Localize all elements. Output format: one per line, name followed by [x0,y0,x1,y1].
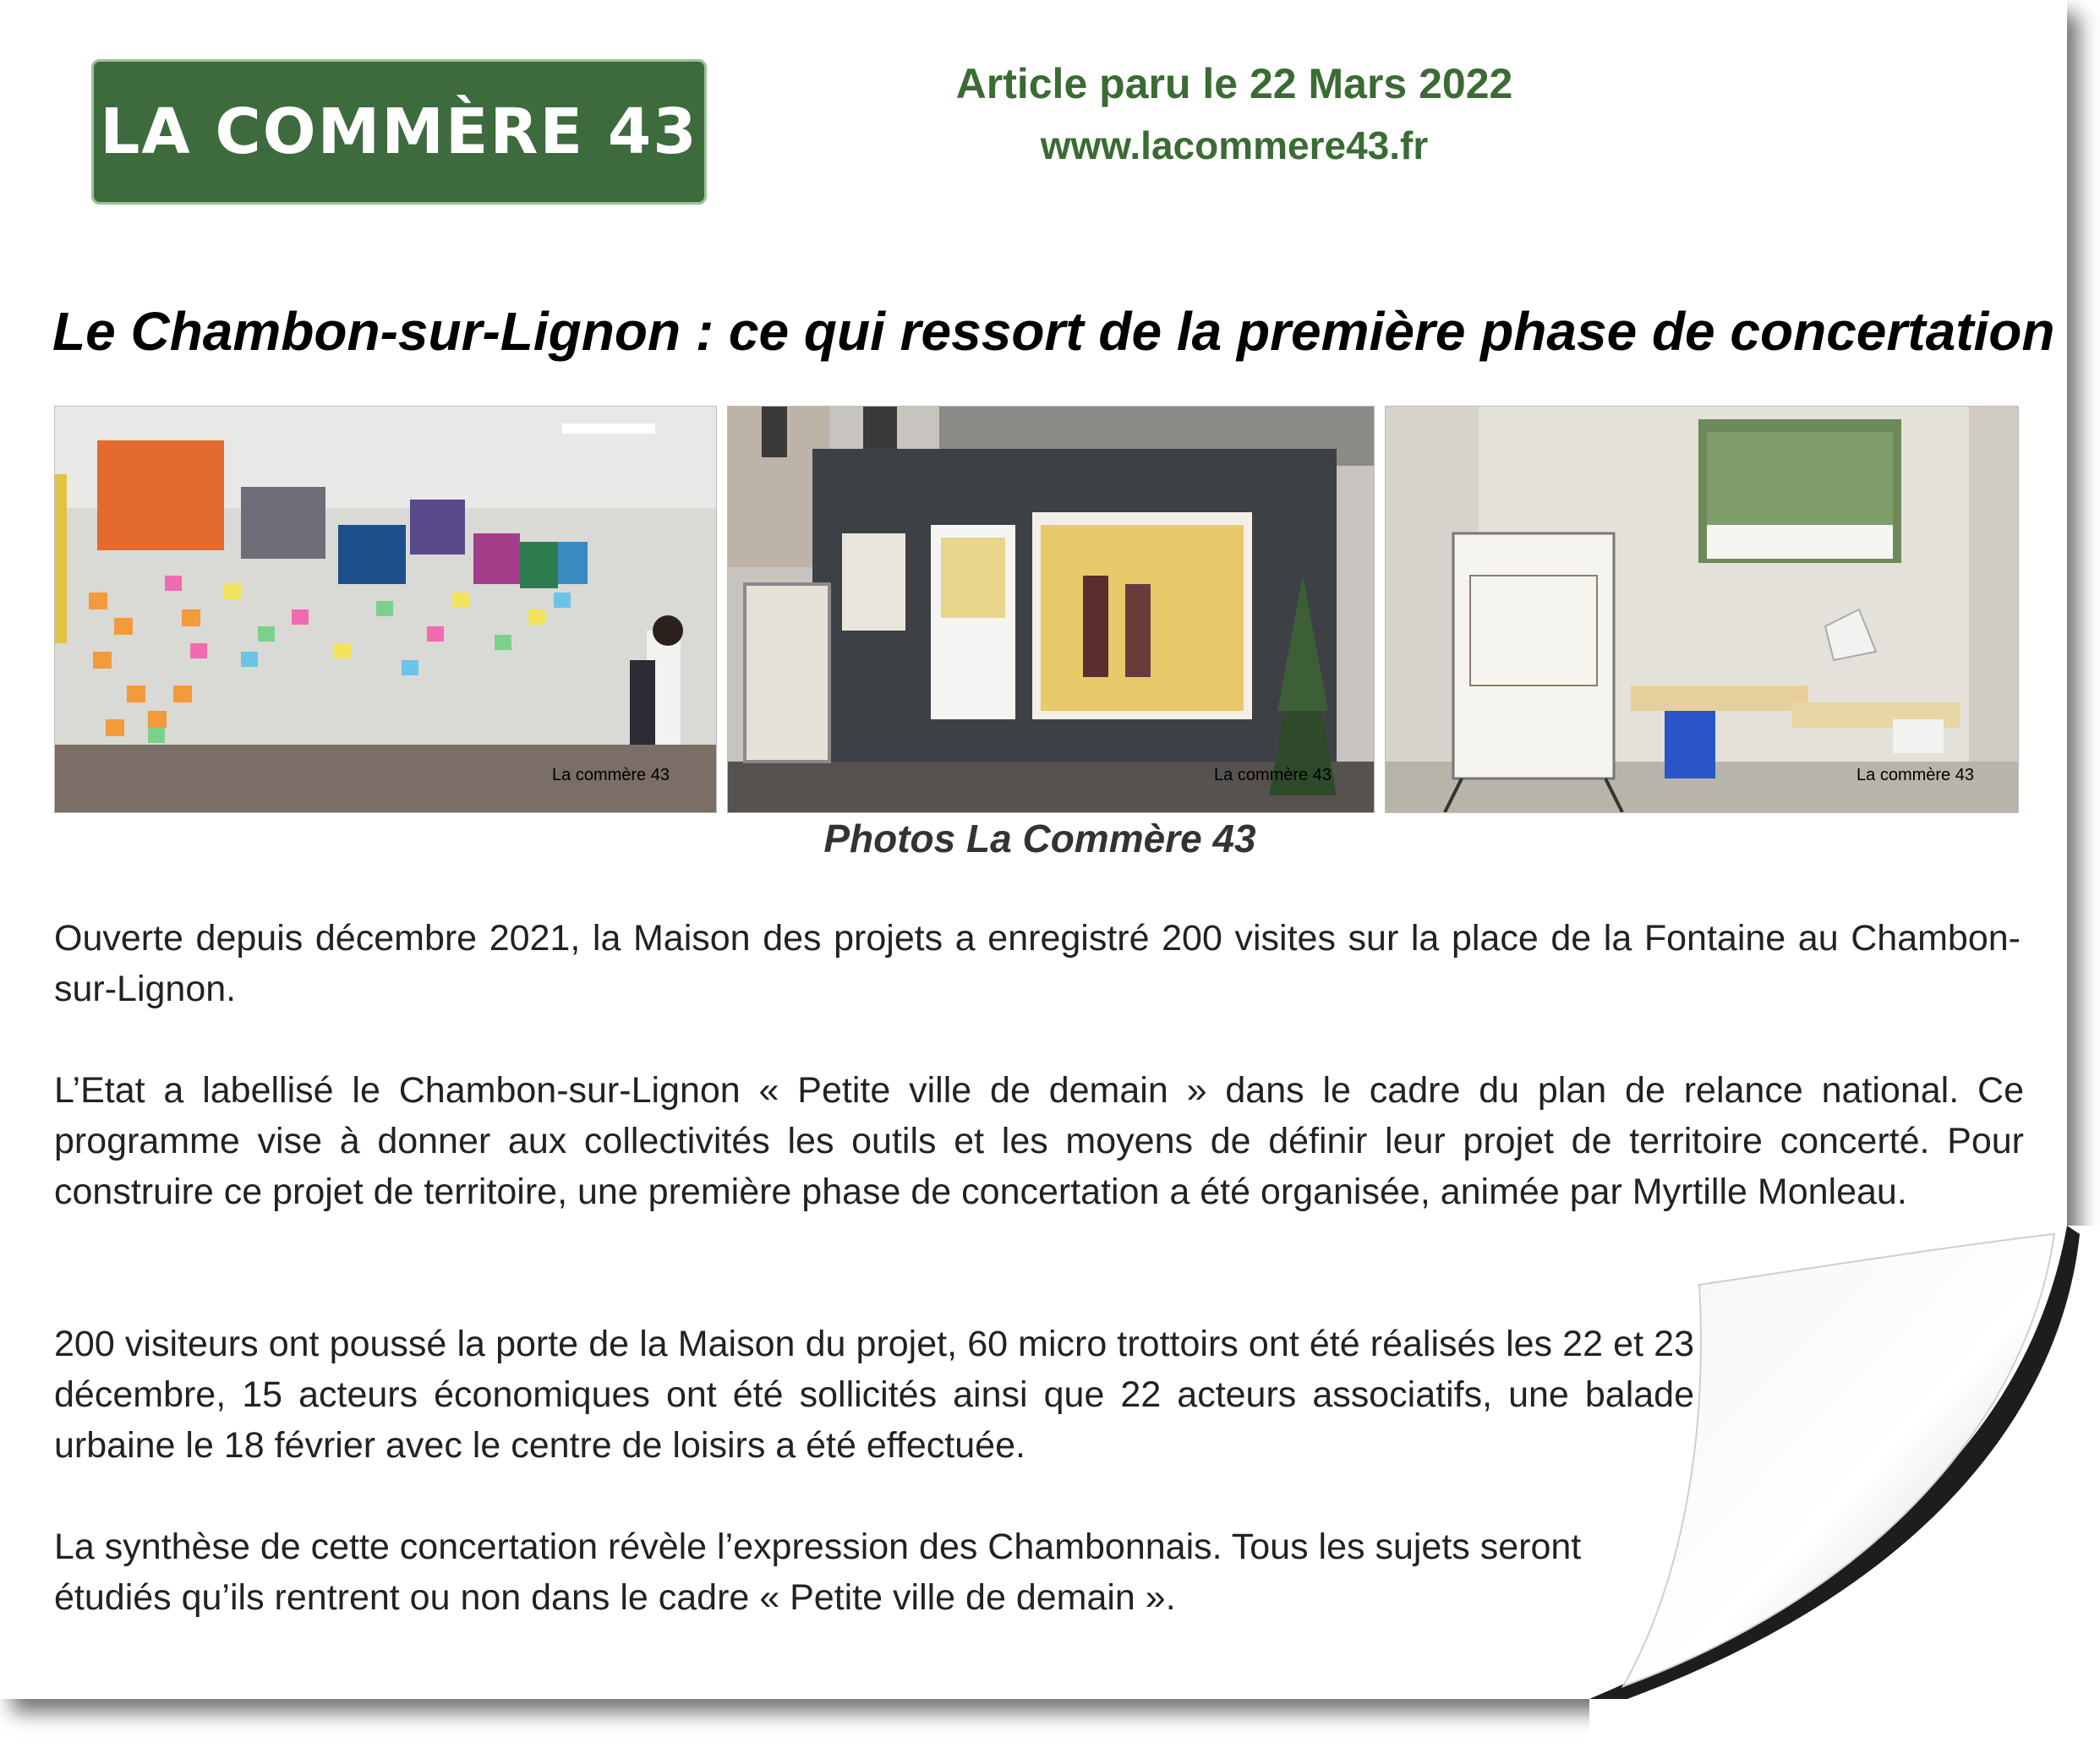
article-paragraph-1: Ouverte depuis décembre 2021, la Maison des projets a enregistré 200 visites sur la place de la Fontaine au Chambon-sur-Lignon. [54,918,2021,1009]
publication-date: Article paru le 22 Mars 2022 [955,60,1513,107]
page-curl [1589,1226,2100,1748]
photo-watermark: La commère 43 [552,766,670,784]
photo-flipchart-desks [1385,406,2019,813]
photo-interior-wall [54,406,717,813]
article-title: Le Chambon-sur-Lignon : ce qui ressort de la première phase de concertation [52,301,2055,362]
photo-watermark: La commère 43 [1214,766,1332,784]
article-paragraph-4: La synthèse de cette concertation révèle l’expression des Chambonnais. Tous les sujets seront étudiés qu’ils rentrent ou non dans le cadre « Petite ville de demain ». [54,1527,1582,1618]
photo-maison-des-projets [727,406,1375,813]
photo-caption: Photos La Commère 43 [823,817,1256,860]
publication-logo [91,59,707,205]
article-paragraph-3: 200 visiteurs ont poussé la porte de la Maison du projet, 60 micro trottoirs ont été réalisés les 22 et 23 décembre, 15 acteurs économiques ont été sollicités ainsi que 22 acteurs associatifs, une balade urbaine le 18 février avec le centre de loisirs a été effectuée. [54,1324,1694,1466]
photo-watermark: La commère 43 [1857,766,1974,784]
logo-text: LA COMMÈRE 43 [100,96,698,168]
website-url: www.lacommere43.fr [1040,123,1429,167]
article-paragraph-2: L’Etat a labellisé le Chambon-sur-Lignon « Petite ville de demain » dans le cadre du plan de relance national. Ce programme vise à donner aux collectivités les outils et les moyens de définir leur projet de territoire concerté. Pour construire ce projet de territoire, une première phase de concertation a été organisée, animée par Myrtille Monleau. [54,1070,2024,1212]
